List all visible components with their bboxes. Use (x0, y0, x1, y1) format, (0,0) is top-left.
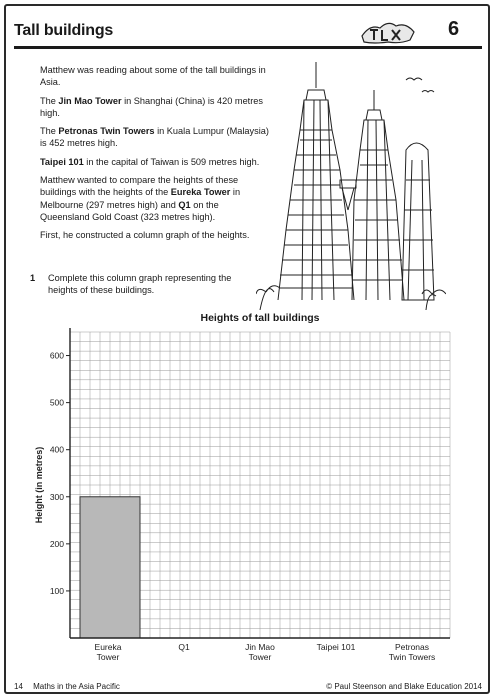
intro-paragraph (40, 125, 270, 150)
x-category-label: Jin Mao (245, 642, 275, 652)
unit-number: 6 (448, 18, 460, 40)
y-tick-label: 500 (49, 397, 64, 408)
bold-term: Q1 (178, 199, 191, 210)
title-rule (14, 46, 482, 49)
x-category-label: Petronas (394, 642, 430, 652)
x-category-label: Twin Towers (388, 652, 436, 662)
footer-copyright: © Paul Steenson and Blake Education 2014 (326, 682, 482, 691)
y-tick-label: 300 (49, 491, 64, 502)
x-category-label: Tower (96, 652, 120, 662)
question-text: Complete this column graph representing the heights of these buildings. (48, 273, 232, 296)
intro-paragraph (40, 174, 270, 223)
page-title: Tall buildings (14, 22, 114, 39)
text-run: on the Queensland Gold Coast (323 metres high). (40, 199, 219, 222)
chart-title: Heights of tall buildings (200, 312, 320, 324)
petronas-towers-illustration (256, 60, 446, 310)
bold-term: Jin Mao Tower (58, 95, 122, 106)
text-run: in the capital of Taiwan is 509 metres high. (83, 156, 260, 167)
intro-paragraph (40, 95, 270, 120)
bold-term: Petronas Twin Towers (58, 126, 155, 137)
y-tick-label: 600 (49, 350, 64, 361)
text-run: in Shanghai (China) is 420 metres high. (40, 95, 263, 118)
question-number: 1 (30, 273, 36, 283)
y-tick-label: 100 (49, 585, 64, 596)
footer-left (14, 682, 120, 691)
x-category-label: Tower (248, 652, 272, 662)
footer-page-number: 14 (14, 682, 23, 691)
x-category-label: Q1 (178, 642, 190, 652)
text-run: in Melbourne (297 metres high) and (40, 187, 241, 210)
text-run: Matthew was reading about some of the tall buildings in Asia. (40, 65, 266, 88)
text-run: The (40, 126, 59, 137)
series-logo-icon (360, 18, 416, 46)
bold-term: Taipei 101 (40, 156, 84, 167)
footer-book-title: Maths in the Asia Pacific (33, 682, 120, 691)
bold-term: Eureka Tower (170, 187, 231, 198)
text-run: Matthew wanted to compare the heights of these buildings with the heights of the (40, 175, 239, 198)
x-category-label: Taipei 101 (316, 642, 356, 652)
y-axis-label: Height (in metres) (34, 446, 44, 524)
intro-text (40, 64, 270, 248)
intro-paragraph (40, 156, 270, 168)
question-1 (30, 272, 260, 297)
text-run: First, he constructed a column graph of the heights. (40, 230, 250, 241)
y-tick-label: 200 (49, 538, 64, 549)
text-run: The (40, 95, 59, 106)
y-tick-label: 400 (49, 444, 64, 455)
intro-paragraph (40, 229, 270, 241)
intro-paragraph (40, 64, 270, 89)
x-category-label: Eureka (94, 642, 122, 652)
text-run: in Kuala Lumpur (Malaysia) is 452 metres high. (40, 126, 269, 149)
